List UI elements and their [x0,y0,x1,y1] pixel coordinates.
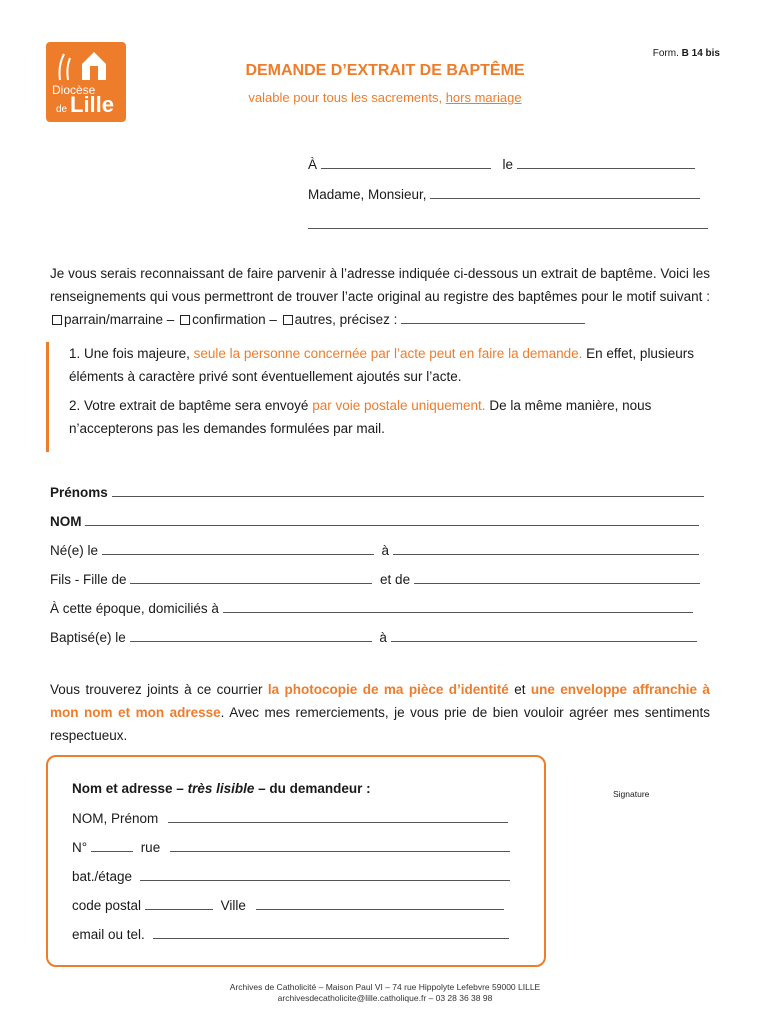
requester-street-row: N° rue [72,839,510,856]
logo-text-de: de [56,104,68,115]
street-number-field[interactable] [91,839,133,852]
diocese-logo [46,42,126,122]
domicile-row: À cette époque, domiciliés à [50,600,693,617]
postal-code-field[interactable] [145,897,213,910]
checkbox-confirmation[interactable] [180,315,190,325]
notes-block [46,342,735,452]
recipient-field[interactable] [321,156,491,169]
mother-field[interactable] [414,571,700,584]
nom-row: NOM [50,513,699,530]
date-field[interactable] [517,156,695,169]
domicile-field[interactable] [223,600,693,613]
intro-paragraph: Je vous serais reconnaissant de faire parvenir à l’adresse indiquée ci-dessous un extrait de baptême. Voici les renseignements qui vous permettront de trouver l’acte original au registre des baptêmes pour le motif suivant : parrain/marraine – confirmation – autres, précisez : [50,266,710,327]
checkbox-autres[interactable] [283,315,293,325]
greeting-line: Madame, Monsieur, [308,186,700,203]
birth-date-field[interactable] [102,542,374,555]
checkbox-parrain[interactable] [52,315,62,325]
email-field[interactable] [153,926,509,939]
logo-text-lille: Lille [70,92,115,117]
requester-name-row: NOM, Prénom [72,810,508,827]
logo-text-diocese: Diocèse [52,83,96,97]
signature-label: Signature [613,789,650,799]
note-item: 2. Votre extrait de baptême sera envoyé par voie postale uniquement. De la même manière, nous n’accepterons pas les demandes formulées par mail. [69,398,652,436]
naissance-row: Né(e) le à [50,542,699,559]
autres-field[interactable] [401,311,585,324]
prenoms-row: Prénoms [50,484,704,501]
father-field[interactable] [130,571,372,584]
requester-city-row: code postal Ville [72,897,504,914]
street-field[interactable] [170,839,510,852]
requester-heading: Nom et adresse – très lisible – du demandeur : [72,781,371,796]
greeting-field-2[interactable] [308,216,708,229]
footer-address: Archives de Catholicité – Maison Paul VI – 74 rue Hippolyte Lefebvre 59000 LILLE [229,982,541,992]
prenoms-field[interactable] [112,484,704,497]
requester-email-row: email ou tel. [72,926,509,943]
baptism-date-field[interactable] [130,629,372,642]
greeting-line-2 [308,216,708,233]
city-field[interactable] [256,897,504,910]
bat-field[interactable] [140,868,510,881]
recipient-line: À le [308,156,695,173]
requester-name-field[interactable] [168,810,508,823]
closing-paragraph: Vous trouverez joints à ce courrier la photocopie de ma pièce d’identité et une enveloppe affranchie à mon nom et mon adresse. Avec mes remerciements, je vous prie de bien vouloir agréer mes sentiments respectueux. [50,682,710,743]
note-item: 1. Une fois majeure, seule la personne concernée par l’acte peut en faire la demande. En effet, plusieurs éléments à caractère privé sont éventuellement ajoutés sur l’acte. [69,346,694,384]
birth-place-field[interactable] [393,542,699,555]
greeting-field[interactable] [430,186,700,199]
page-subtitle: valable pour tous les sacrements, hors mariage [248,90,522,105]
requester-bat-row: bat./étage [72,868,510,885]
form-reference: Form. B 14 bis [652,48,720,59]
bapteme-row: Baptisé(e) le à [50,629,697,646]
parents-row: Fils - Fille de et de [50,571,700,588]
footer [0,982,770,1004]
nom-field[interactable] [85,513,699,526]
page-title: DEMANDE D’EXTRAIT DE BAPTÊME [245,62,525,79]
baptism-place-field[interactable] [391,629,697,642]
footer-contact: archivesdecatholicite@lille.catholique.fr – 03 28 36 38 98 [277,993,493,1003]
